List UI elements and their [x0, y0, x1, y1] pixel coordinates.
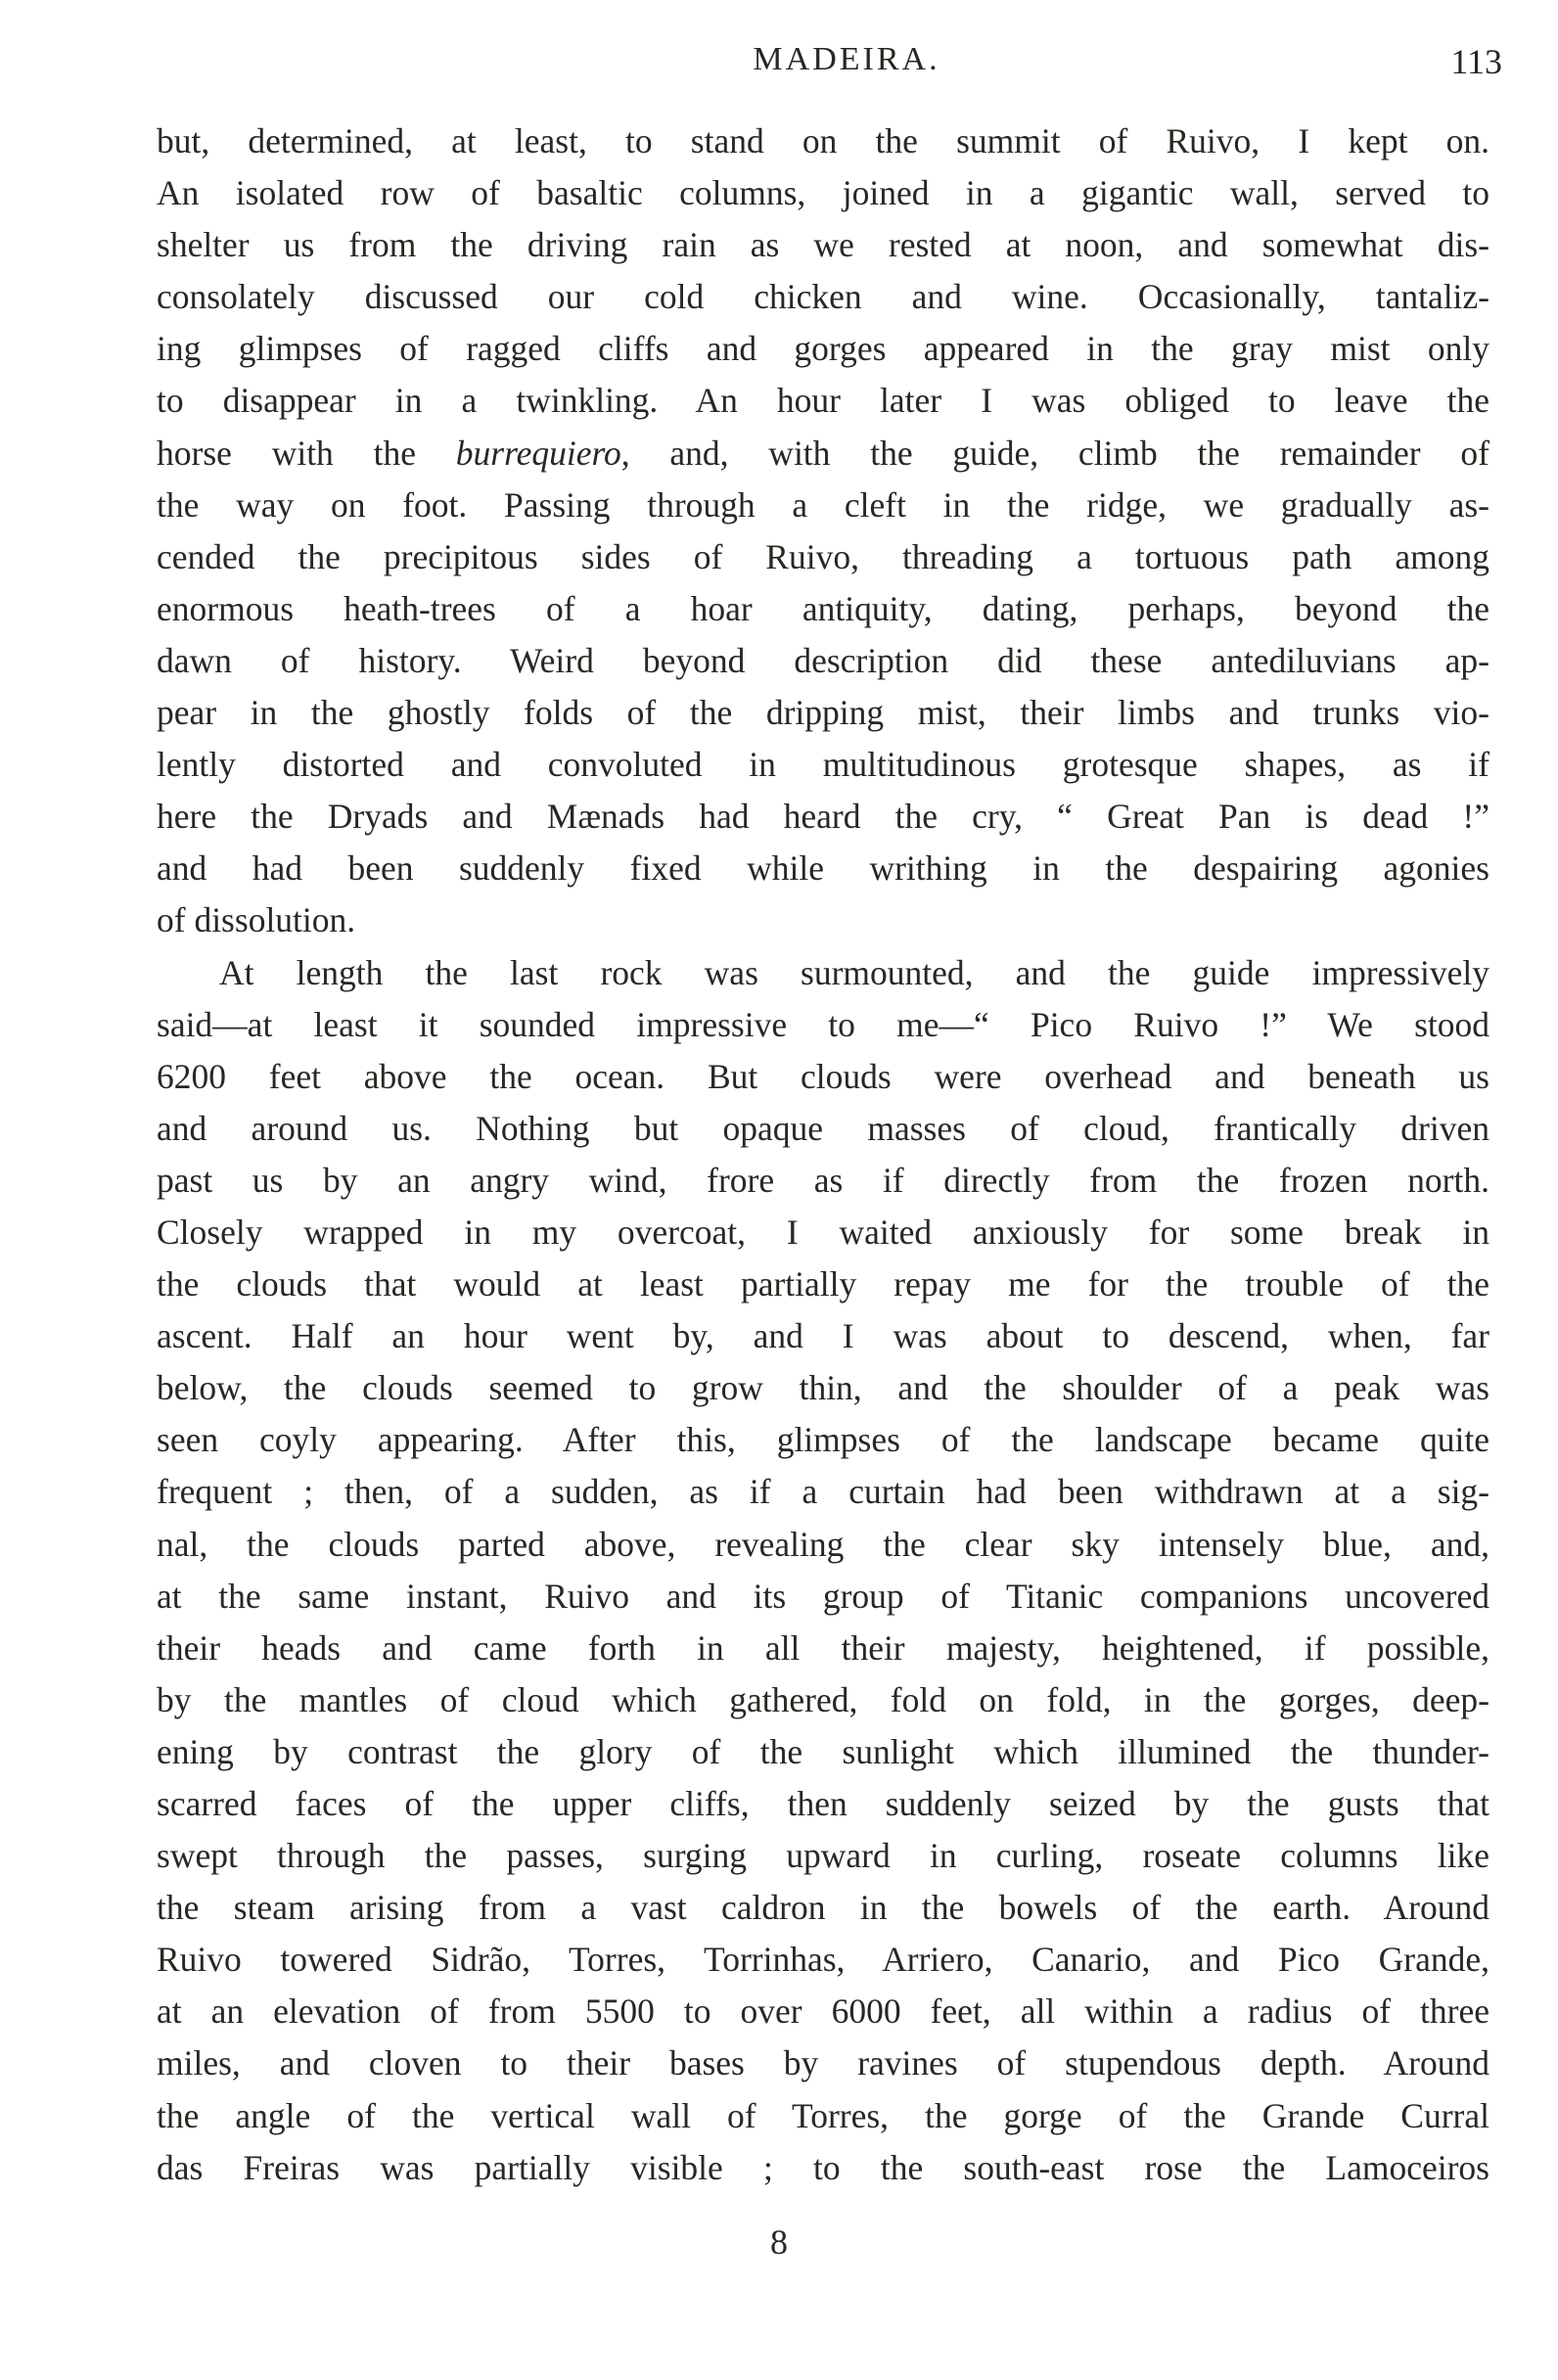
text-line: frequent ; then, of a sudden, as if a curtain had been withdrawn at a sig-: [157, 1472, 1489, 1512]
text-line: below, the clouds seemed to grow thin, and the shoulder of a peak was: [157, 1368, 1489, 1408]
text-line: by the mantles of cloud which gathered, fold on fold, in the gorges, deep-: [157, 1679, 1489, 1719]
text-line: ening by contrast the glory of the sunlight which illumined the thunder-: [157, 1731, 1489, 1771]
text-line: [157, 428, 1489, 480]
text-line: Closely wrapped in my overcoat, I waited anxiously for some break in: [157, 1212, 1489, 1252]
text-line: past us by an angry wind, frore as if directly from the frozen north.: [157, 1160, 1489, 1200]
text-line: the angle of the vertical wall of Torres, the gorge of the Grande Curral: [157, 2095, 1489, 2135]
text-line: at the same instant, Ruivo and its group of Titanic companions uncovered: [157, 1576, 1489, 1616]
text-line: pear in the ghostly folds of the dripping mist, their limbs and trunks vio-: [157, 693, 1489, 733]
text-line: nal, the clouds parted above, revealing the clear sky intensely blue, and,: [157, 1524, 1489, 1564]
text-line: das Freiras was partially visible ; to the south-east rose the Lamoceiros: [157, 2147, 1489, 2187]
text-line: here the Dryads and Mænads had heard the cry, “ Great Pan is dead !”: [157, 797, 1489, 837]
italic-term: burrequiero: [455, 433, 621, 473]
text-line: said—at least it sounded impressive to me—“ Pico Ruivo !” We stood: [157, 1004, 1489, 1044]
text-line: of dissolution.: [157, 900, 356, 940]
body-text: [157, 115, 1489, 2194]
text-line: enormous heath-trees of a hoar antiquity, dating, perhaps, beyond the: [157, 588, 1489, 628]
text-line: Ruivo towered Sidrão, Torres, Torrinhas, Arriero, Canario, and Pico Grande,: [157, 1940, 1489, 1980]
text-line: the way on foot. Passing through a cleft in the ridge, we gradually as-: [157, 484, 1489, 525]
text-line: the clouds that would at least partially repay me for the trouble of the: [157, 1264, 1489, 1304]
text-line: and had been suddenly fixed while writhing in the despairing agonies: [157, 848, 1489, 889]
text-line: dawn of history. Weird beyond description did these antediluvians ap-: [157, 640, 1489, 680]
signature-mark: 8: [770, 2222, 788, 2262]
text-line: ing glimpses of ragged cliffs and gorges appeared in the gray mist only: [157, 329, 1489, 369]
text-line: the steam arising from a vast caldron in the bowels of the earth. Around: [157, 1888, 1489, 1928]
text-line: at an elevation of from 5500 to over 6000 feet, all within a radius of three: [157, 1991, 1489, 2032]
text-line: consolately discussed our cold chicken and wine. Occasionally, tantaliz-: [157, 277, 1489, 317]
page-header: [191, 41, 1502, 90]
text-line: shelter us from the driving rain as we rested at noon, and somewhat dis-: [157, 225, 1489, 265]
text-line: lently distorted and convoluted in multitudinous grotesque shapes, as if: [157, 745, 1489, 785]
text-line: seen coyly appearing. After this, glimpses of the landscape became quite: [157, 1420, 1489, 1460]
text-line: their heads and came forth in all their majesty, heightened, if possible,: [157, 1627, 1489, 1668]
text-line: to disappear in a twinkling. An hour later I was obliged to leave the: [157, 381, 1489, 421]
text-segment: , and, with the guide, climb the remainder of: [620, 433, 1489, 473]
text-segment: horse with the: [157, 433, 456, 473]
text-line: ascent. Half an hour went by, and I was about to descend, when, far: [157, 1316, 1489, 1356]
text-line: cended the precipitous sides of Ruivo, threading a tortuous path among: [157, 536, 1489, 576]
text-line: 6200 feet above the ocean. But clouds were overhead and beneath us: [157, 1056, 1489, 1096]
text-line: but, determined, at least, to stand on the summit of Ruivo, I kept on.: [157, 121, 1489, 160]
running-head: MADEIRA.: [753, 41, 940, 77]
text-line: At length the last rock was surmounted, and the guide impressively: [219, 952, 1489, 992]
text-line: miles, and cloven to their bases by ravines of stupendous depth. Around: [157, 2043, 1489, 2083]
text-line: An isolated row of basaltic columns, joined in a gigantic wall, served to: [157, 173, 1489, 213]
text-line: and around us. Nothing but opaque masses of cloud, frantically driven: [157, 1108, 1489, 1148]
text-line: scarred faces of the upper cliffs, then suddenly seized by the gusts that: [157, 1784, 1489, 1823]
text-line: swept through the passes, surging upward in curling, roseate columns like: [157, 1836, 1489, 1876]
page-number: 113: [1450, 42, 1502, 81]
